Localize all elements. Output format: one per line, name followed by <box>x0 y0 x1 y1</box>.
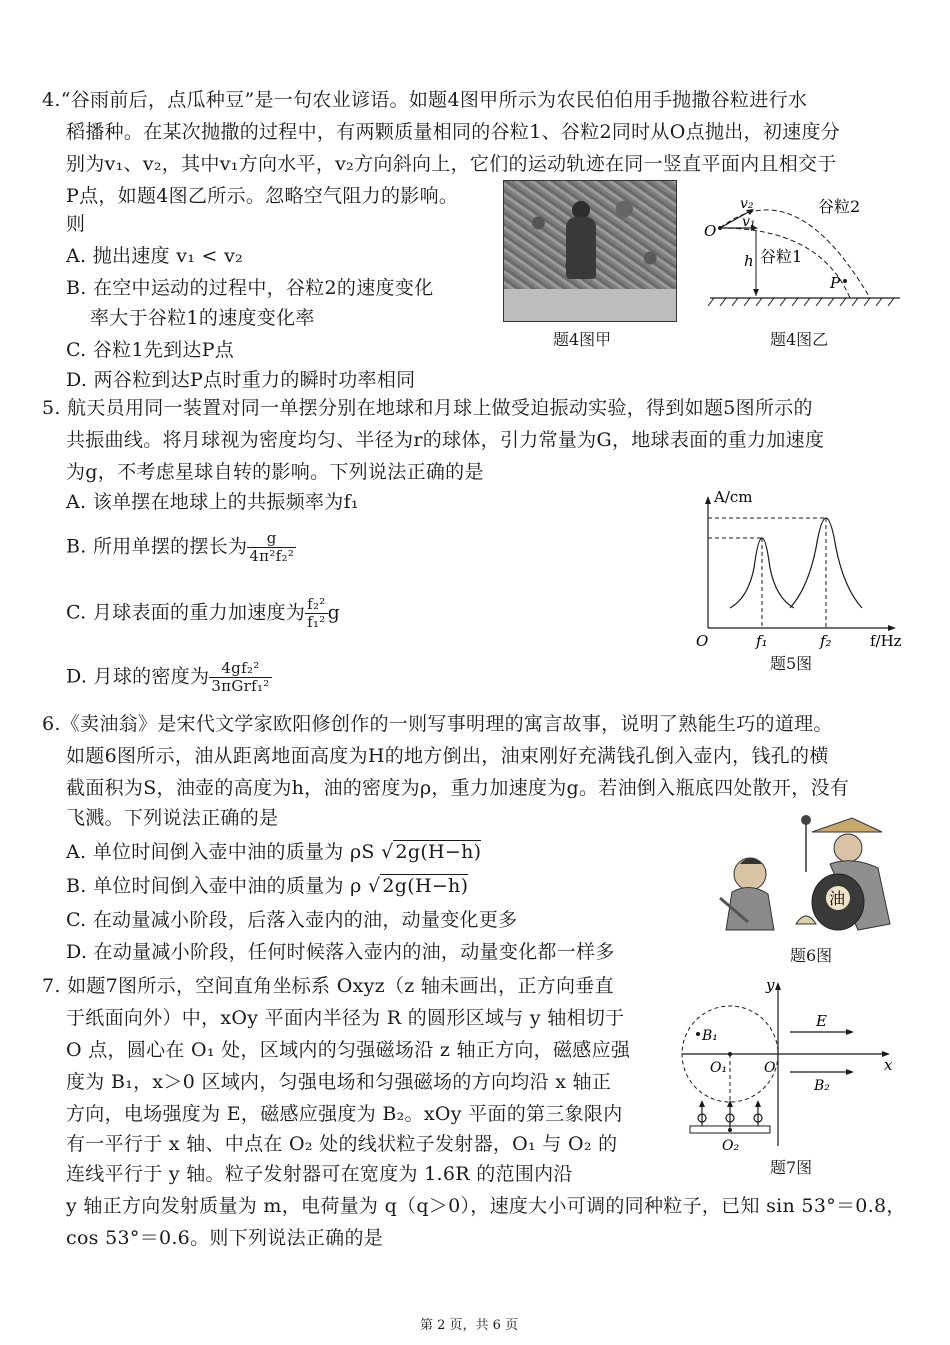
emitter-arrows <box>698 1104 762 1126</box>
e-field-arrowhead-1 <box>846 1029 854 1035</box>
q4-trajectory-diagram <box>700 190 910 320</box>
photo-ground <box>504 289 676 321</box>
q5-option-d <box>66 660 272 695</box>
q7-fig-caption: 题7图 <box>770 1158 813 1177</box>
fraction-denominator: 4π²f₂² <box>249 547 295 565</box>
fraction-denominator: 3πGrf₁² <box>211 677 270 695</box>
q5-line-1: 5. 航天员用同一装置对同一单摆分别在地球和月球上做受迫振动实验，得到如题5图所示的 <box>42 397 813 419</box>
q5-option-c <box>66 596 340 631</box>
q6-line-1: 6.《卖油翁》是宋代文学家欧阳修创作的一则写事明理的寓言故事，说明了熟能生巧的道理。 <box>42 713 833 735</box>
q4-line-4: P点，如题4图乙所示。忽略空气阻力的影响。 <box>66 185 459 207</box>
q4-line-5: 则 <box>66 213 86 235</box>
b2-field-arrowhead <box>846 1069 854 1075</box>
label-v1: v₁ <box>742 214 756 230</box>
farmer-figure <box>566 217 596 279</box>
fraction-numerator: 4gf₂² <box>209 660 271 678</box>
label-y: y <box>766 976 775 994</box>
q5-option-d-fraction <box>209 660 271 695</box>
q5-option-c-text: C. 月球表面的重力加速度为 <box>66 601 306 624</box>
ground-hatching <box>708 298 894 306</box>
label-v2: v₂ <box>740 196 754 212</box>
q7-field-diagram <box>672 976 902 1152</box>
q5-option-c-fraction <box>305 596 327 631</box>
q7-line-8: y 轴正方向发射质量为 m，电荷量为 q（q＞0），速度大小可调的同种粒子，已知 sin 53°＝0.8， <box>66 1195 906 1217</box>
oil-seller-head <box>834 834 862 862</box>
q7-line-3: O 点，圆心在 O₁ 处，区域内的匀强磁场沿 z 轴正方向，磁感应强 <box>66 1039 631 1061</box>
q7-line-4: 度为 B₁，x＞0 区域内，匀强电场和匀强磁场的方向均沿 x 轴正 <box>66 1071 612 1093</box>
o2-point <box>728 1128 732 1132</box>
q6-option-c: C. 在动量减小阶段，后落入壶内的油，动量变化更多 <box>66 909 518 931</box>
q4-option-b-line-2: 率大于谷粒1的速度变化率 <box>90 307 315 329</box>
fraction-denominator: f₁² <box>307 613 326 631</box>
q5-resonance-curve <box>690 488 910 648</box>
q6-oil-seller-illustration <box>712 812 912 940</box>
q7-line-7: 连线平行于 y 轴。粒子发射器可在宽度为 1.6R 的范围内沿 <box>66 1163 573 1185</box>
q6-option-b-radicand: 2g(H−h) <box>382 875 469 897</box>
q5-option-b <box>66 530 296 565</box>
point-o <box>718 226 722 230</box>
label-o2: O₂ <box>722 1138 740 1154</box>
ladle-icon <box>801 815 811 825</box>
q4-fig-a-caption: 题4图甲 <box>553 330 612 349</box>
tick-f2: f₂ <box>820 632 832 650</box>
q5-fig-caption: 题5图 <box>770 654 813 673</box>
q6-line-2: 如题6图所示，油从距离地面高度为H的地方倒出，油束刚好充满钱孔倒入壶内，钱孔的横 <box>66 745 829 767</box>
q4-option-d: D. 两谷粒到达P点时重力的瞬时功率相同 <box>66 369 416 391</box>
q7-line-1: 7. 如题7图所示，空间直角坐标系 Oxyz（z 轴未画出，正方向垂直 <box>42 975 614 997</box>
label-grain-1: 谷粒1 <box>760 247 803 266</box>
q7-line-5: 方向，电场强度为 E，磁感应强度为 B₂。xOy 平面的第三象限内 <box>66 1103 623 1125</box>
label-grain-2: 谷粒2 <box>818 197 861 216</box>
q6-option-a <box>66 840 481 864</box>
height-arrow <box>753 289 759 296</box>
fraction-numerator: g <box>247 530 296 548</box>
o1-point <box>728 1052 732 1056</box>
q6-fig-caption: 题6图 <box>790 946 833 965</box>
q4-fig-b-caption: 题4图乙 <box>770 330 829 349</box>
q6-line-3: 截面积为S，油壶的高度为h，油的密度为ρ，重力加速度为g。若油倒入瓶底四处散开，没有 <box>66 777 850 799</box>
page-footer: 第 2 页，共 6 页 <box>420 1318 519 1333</box>
origin-label: O <box>696 632 709 650</box>
q6-option-a-radicand: 2g(H−h) <box>395 841 482 863</box>
q7-line-2: 于纸面向外）中，xOy 平面内半径为 R 的圆形区域与 y 轴相切于 <box>66 1007 625 1029</box>
label-h: h <box>744 252 754 270</box>
y-axis-label: A/cm <box>714 488 753 506</box>
fraction-numerator: f₂² <box>307 595 326 613</box>
jar-label: 油 <box>829 889 846 908</box>
q7-line-6: 有一平行于 x 轴、中点在 O₂ 处的线状粒子发射器，O₁ 与 O₂ 的 <box>66 1133 618 1155</box>
q7-line-9: cos 53°＝0.6。则下列说法正确的是 <box>66 1227 384 1249</box>
label-o: O <box>764 1060 776 1076</box>
q5-option-c-suffix: g <box>327 601 341 624</box>
tick-f1: f₁ <box>756 632 768 650</box>
q5-line-3: 为g，不考虑星球自转的影响。下列说法正确的是 <box>66 461 484 483</box>
q4-option-c: C. 谷粒1先到达P点 <box>66 339 235 361</box>
label-b1: B₁ <box>702 1028 718 1044</box>
y-axis-arrow <box>775 982 781 990</box>
x-axis-arrow <box>888 625 896 631</box>
straw-hat <box>812 818 882 832</box>
q6-line-4: 飞溅。下列说法正确的是 <box>66 807 279 829</box>
y-axis-arrow <box>705 496 711 504</box>
q6-option-b-text: B. 单位时间倒入壶中油的质量为 ρ √ <box>66 875 381 897</box>
q4-option-a: A. 抛出速度 v₁ < v₂ <box>66 245 244 267</box>
label-o1: O₁ <box>710 1060 728 1076</box>
q5-option-d-text: D. 月球的密度为 <box>66 665 210 688</box>
q6-option-a-text: A. 单位时间倒入壶中油的质量为 ρS √ <box>66 841 394 863</box>
q5-option-b-text: B. 所用单摆的摆长为 <box>66 535 248 558</box>
label-p: P <box>830 274 841 292</box>
farmer-photo <box>503 180 677 322</box>
label-x: x <box>884 1056 893 1074</box>
q5-option-b-fraction <box>247 530 296 565</box>
q4-line-3: 别为v₁、v₂，其中v₁方向水平，v₂方向斜向上，它们的运动轨迹在同一竖直平面内且相交于 <box>66 153 837 175</box>
q4-line-2: 稻播种。在某次抛撒的过程中，有两颗质量相同的谷粒1、谷粒2同时从O点抛出，初速度分 <box>66 121 841 143</box>
label-o: O <box>704 222 717 240</box>
label-b2: B₂ <box>814 1078 830 1094</box>
x-axis-label: f/Hz <box>870 632 902 650</box>
emitter-arrowheads <box>699 1100 761 1107</box>
label-e: E <box>816 1012 827 1030</box>
b1-dot <box>696 1032 700 1036</box>
q6-option-d: D. 在动量减小阶段，任何时候落入壶内的油，动量变化都一样多 <box>66 941 615 963</box>
q4-line-1: 4.“谷雨前后，点瓜种豆”是一句农业谚语。如题4图甲所示为农民伯伯用手抛撒谷粒进行水 <box>42 89 808 111</box>
gourd-icon <box>796 916 816 924</box>
q4-option-b-line-1: B. 在空中运动的过程中，谷粒2的速度变化 <box>66 277 434 299</box>
point-p <box>843 279 847 283</box>
q5-option-a: A. 该单摆在地球上的共振频率为f₁ <box>66 491 359 513</box>
q6-option-b <box>66 874 468 898</box>
q5-line-2: 共振曲线。将月球视为密度均匀、半径为r的球体，引力常量为G，地球表面的重力加速度 <box>66 429 825 451</box>
